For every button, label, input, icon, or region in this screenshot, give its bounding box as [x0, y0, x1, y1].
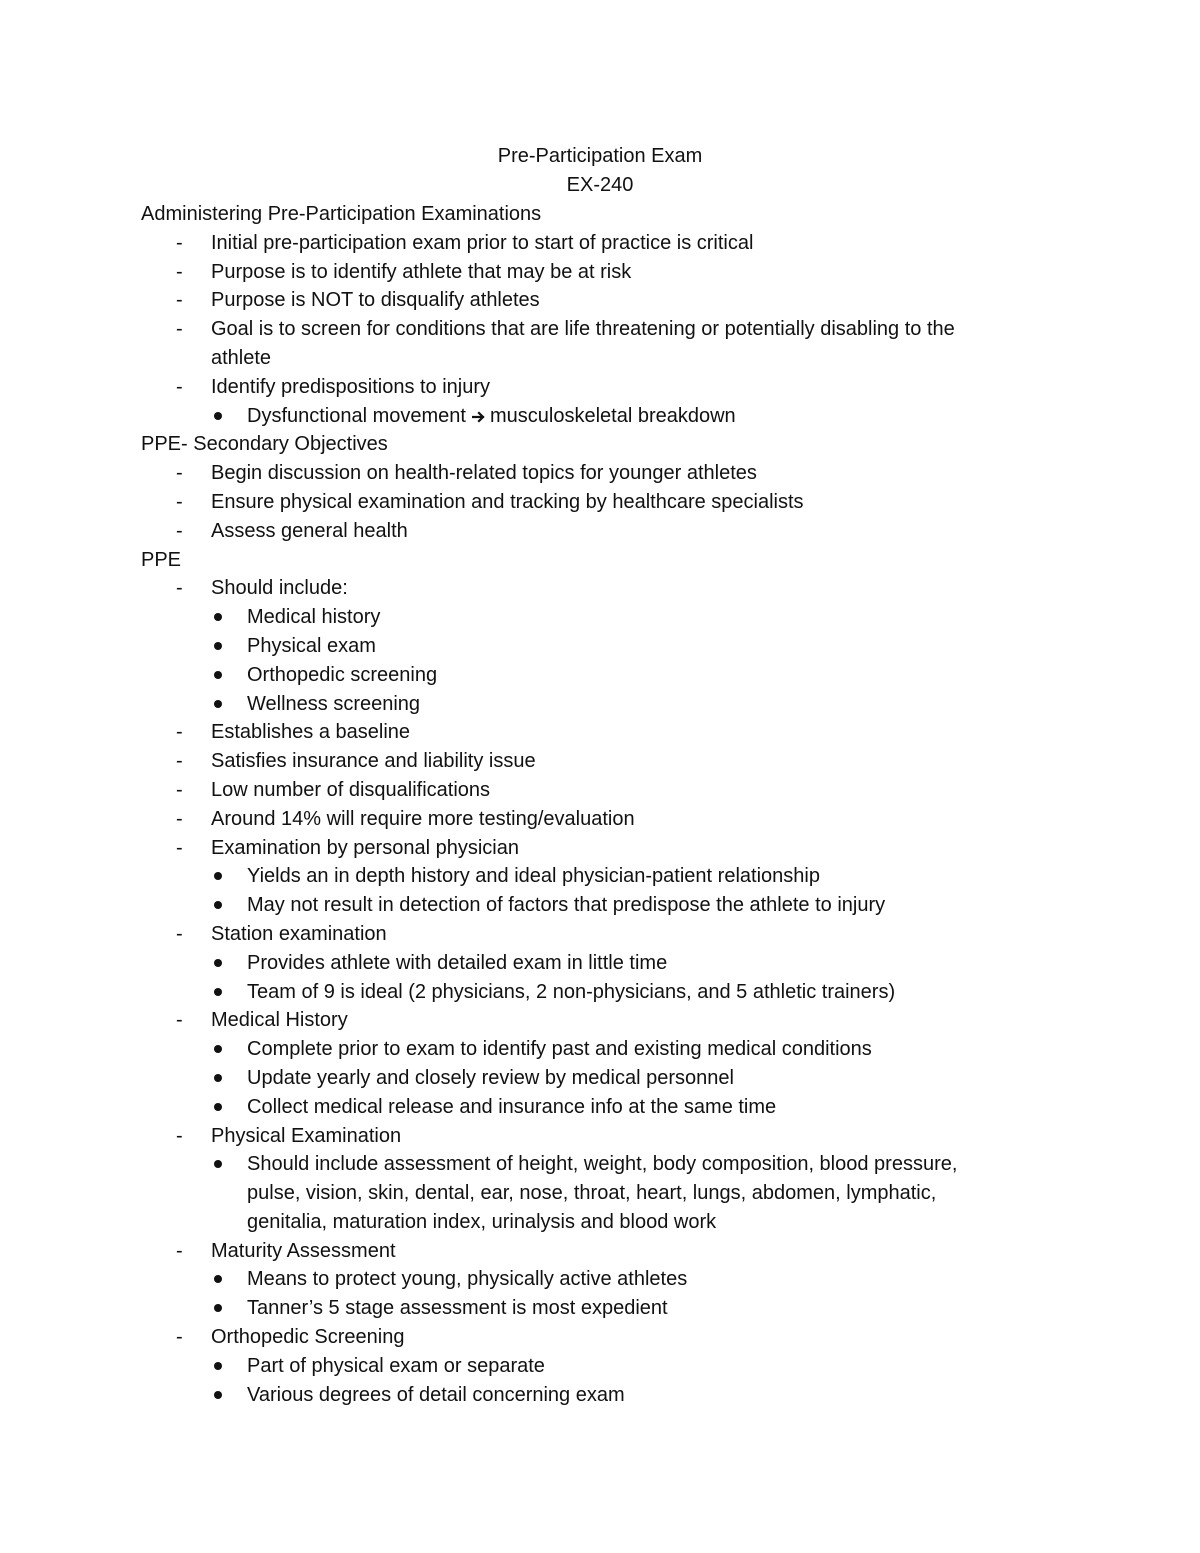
line-text: Means to protect young, physically active athletes	[247, 1268, 688, 1291]
section-heading	[0, 200, 1200, 229]
line-text: Various degrees of detail concerning exam	[247, 1383, 625, 1406]
line-text-wrap	[247, 402, 736, 433]
bullet-item	[0, 690, 1200, 719]
bullet-marker	[214, 1275, 222, 1283]
course-code: EX-240	[566, 174, 634, 196]
section-heading	[0, 430, 1200, 459]
dash-item	[0, 1006, 1200, 1035]
line-text-wrap	[211, 344, 271, 373]
line-text: Purpose is NOT to disqualify athletes	[211, 289, 540, 312]
line-text: Should include:	[211, 577, 348, 600]
bullet-marker	[214, 671, 222, 679]
dash-marker: -	[176, 922, 183, 945]
bullet-item	[0, 1265, 1200, 1294]
bullet-marker	[214, 1045, 222, 1053]
line-text: Examination by personal physician	[211, 836, 519, 859]
bullet-item	[0, 1294, 1200, 1323]
line-text-wrap	[211, 776, 490, 805]
line-text-wrap	[211, 488, 804, 517]
line-text: Collect medical release and insurance info at the same time	[247, 1095, 777, 1118]
dash-item	[0, 920, 1200, 949]
dash-item	[0, 747, 1200, 776]
line-text: Ensure physical examination and tracking by healthcare specialists	[211, 490, 804, 513]
line-text-wrap	[211, 834, 519, 863]
line-text-wrap	[211, 258, 631, 287]
line-text: Assess general health	[211, 519, 408, 542]
line-text-wrap	[247, 949, 667, 978]
line-text-wrap	[211, 1237, 396, 1266]
line-text-wrap	[211, 574, 348, 603]
line-text-wrap	[141, 200, 541, 229]
line-text-wrap	[247, 862, 820, 891]
dash-marker: -	[176, 721, 183, 744]
line-text: Should include assessment of height, weight, body composition, blood pressure,	[247, 1153, 958, 1176]
bullet-marker	[214, 1160, 222, 1168]
dash-item	[0, 459, 1200, 488]
bullet-marker	[214, 613, 222, 621]
bullet-marker	[214, 959, 222, 967]
dash-marker: -	[176, 462, 183, 485]
line-text-wrap	[211, 373, 490, 402]
bullet-marker	[214, 1103, 222, 1111]
dash-marker: -	[176, 807, 183, 830]
bullet-marker	[214, 872, 222, 880]
dash-marker: -	[176, 490, 183, 513]
dash-item	[0, 1323, 1200, 1352]
line-text: Dysfunctional movement	[247, 404, 466, 427]
line-text-wrap	[247, 1093, 776, 1122]
line-text-wrap	[211, 286, 540, 315]
line-text: Station examination	[211, 922, 387, 945]
bullet-marker	[214, 1391, 222, 1399]
bullet-item	[0, 1035, 1200, 1064]
line-text-wrap	[211, 747, 536, 776]
bullet-item	[0, 949, 1200, 978]
line-text: Yields an in depth history and ideal physician-patient relationship	[247, 865, 820, 888]
dash-item	[0, 286, 1200, 315]
bullet-marker	[214, 642, 222, 650]
dash-marker: -	[176, 1009, 183, 1032]
bullet-item-continuation	[0, 1179, 1200, 1208]
bullet-item	[0, 603, 1200, 632]
line-text: Team of 9 is ideal (2 physicians, 2 non-physicians, and 5 athletic trainers)	[247, 980, 896, 1003]
line-text: athlete	[211, 346, 272, 369]
line-text: May not result in detection of factors that predispose the athlete to injury	[247, 894, 886, 917]
bullet-marker	[214, 1304, 222, 1312]
dash-marker: -	[176, 519, 183, 542]
line-text-wrap	[247, 1035, 872, 1064]
dash-item	[0, 229, 1200, 258]
line-text-wrap	[247, 1381, 625, 1410]
line-text: Orthopedic Screening	[211, 1326, 405, 1349]
line-text: Begin discussion on health-related topics for younger athletes	[211, 462, 757, 485]
dash-marker: -	[176, 836, 183, 859]
line-text: genitalia, maturation index, urinalysis and blood work	[247, 1210, 717, 1233]
bullet-item	[0, 632, 1200, 661]
dash-marker: -	[176, 750, 183, 773]
bullet-item	[0, 1352, 1200, 1381]
bullet-marker	[214, 700, 222, 708]
line-text-wrap	[211, 1006, 348, 1035]
line-text: Update yearly and closely review by medical personnel	[247, 1066, 734, 1089]
dash-item	[0, 834, 1200, 863]
dash-item	[0, 574, 1200, 603]
bullet-item	[0, 891, 1200, 920]
dash-marker: -	[176, 318, 183, 341]
line-text-wrap	[247, 1064, 734, 1093]
right-arrow-icon	[472, 404, 486, 433]
dash-item	[0, 1237, 1200, 1266]
line-text: Complete prior to exam to identify past and existing medical conditions	[247, 1038, 872, 1061]
line-text-wrap	[211, 920, 387, 949]
dash-item	[0, 488, 1200, 517]
dash-item	[0, 517, 1200, 546]
bullet-marker	[214, 901, 222, 909]
line-text: Administering Pre-Participation Examinations	[141, 203, 542, 225]
line-text: Identify predispositions to injury	[211, 375, 491, 398]
dash-marker: -	[176, 577, 183, 600]
line-text: Purpose is to identify athlete that may be at risk	[211, 260, 632, 283]
bullet-marker	[214, 412, 222, 420]
line-text-after-arrow: musculoskeletal breakdown	[489, 404, 736, 427]
line-text: Part of physical exam or separate	[247, 1354, 545, 1377]
line-text-wrap	[211, 805, 635, 834]
line-text-wrap	[247, 1150, 957, 1179]
dash-item	[0, 805, 1200, 834]
dash-item-continuation	[0, 344, 1200, 373]
line-text-wrap	[141, 546, 181, 575]
line-text: Low number of disqualifications	[211, 778, 491, 801]
dash-item	[0, 258, 1200, 287]
line-text: Initial pre-participation exam prior to start of practice is critical	[211, 231, 754, 254]
line-text: Orthopedic screening	[247, 663, 438, 686]
line-text: Wellness screening	[247, 692, 421, 715]
dash-item	[0, 718, 1200, 747]
line-text: PPE	[141, 548, 182, 571]
line-text: pulse, vision, skin, dental, ear, nose, throat, heart, lungs, abdomen, lymphatic,	[247, 1182, 937, 1205]
line-text: Physical Examination	[211, 1124, 402, 1147]
line-text: Medical History	[211, 1009, 348, 1032]
dash-marker: -	[176, 1326, 183, 1349]
document-title: Pre-Participation Exam	[497, 145, 703, 167]
line-text: Establishes a baseline	[211, 721, 411, 744]
bullet-item-continuation	[0, 1208, 1200, 1237]
line-text: Tanner’s 5 stage assessment is most expedient	[247, 1297, 668, 1320]
bullet-item	[0, 1093, 1200, 1122]
line-text-wrap	[247, 1294, 668, 1323]
line-text-wrap	[247, 978, 895, 1007]
line-text: Satisfies insurance and liability issue	[211, 750, 536, 773]
dash-item	[0, 776, 1200, 805]
line-text-wrap	[211, 315, 955, 344]
section-heading	[0, 546, 1200, 575]
line-text-wrap	[247, 1352, 545, 1381]
line-text: Provides athlete with detailed exam in little time	[247, 951, 668, 974]
dash-marker: -	[176, 231, 183, 254]
line-text-wrap	[247, 1265, 687, 1294]
dash-marker: -	[176, 1239, 183, 1262]
line-text-wrap	[211, 1122, 401, 1151]
dash-marker: -	[176, 375, 183, 398]
dash-marker: -	[176, 1124, 183, 1147]
bullet-item	[0, 1381, 1200, 1410]
dash-marker: -	[176, 289, 183, 312]
line-text: Maturity Assessment	[211, 1239, 396, 1262]
bullet-item	[0, 402, 1200, 431]
bullet-marker	[214, 988, 222, 996]
line-text-wrap	[211, 229, 753, 258]
dash-item	[0, 373, 1200, 402]
bullet-marker	[214, 1362, 222, 1370]
bullet-item	[0, 1064, 1200, 1093]
line-text-wrap	[247, 1179, 936, 1208]
bullet-marker	[214, 1074, 222, 1082]
line-text-wrap	[211, 718, 410, 747]
dash-marker: -	[176, 778, 183, 801]
bullet-item	[0, 661, 1200, 690]
line-text-wrap	[211, 459, 757, 488]
line-text-wrap	[211, 1323, 404, 1352]
bullet-item	[0, 978, 1200, 1007]
line-text-wrap	[247, 1208, 716, 1237]
line-text-wrap	[247, 632, 376, 661]
line-text-wrap	[247, 690, 420, 719]
dash-item	[0, 315, 1200, 344]
line-text: Medical history	[247, 606, 381, 629]
dash-item	[0, 1122, 1200, 1151]
line-text: Physical exam	[247, 634, 376, 657]
bullet-item	[0, 862, 1200, 891]
line-text-wrap	[141, 430, 388, 459]
line-text: PPE- Secondary Objectives	[141, 433, 388, 456]
line-text-wrap	[247, 603, 380, 632]
line-text-wrap	[247, 661, 437, 690]
line-text: Around 14% will require more testing/evaluation	[211, 807, 635, 830]
outline-body	[0, 200, 1200, 1409]
line-text-wrap	[211, 517, 408, 546]
dash-marker: -	[176, 260, 183, 283]
line-text: Goal is to screen for conditions that are life threatening or potentially disabling to the	[211, 318, 955, 341]
bullet-item	[0, 1150, 1200, 1179]
line-text-wrap	[247, 891, 885, 920]
